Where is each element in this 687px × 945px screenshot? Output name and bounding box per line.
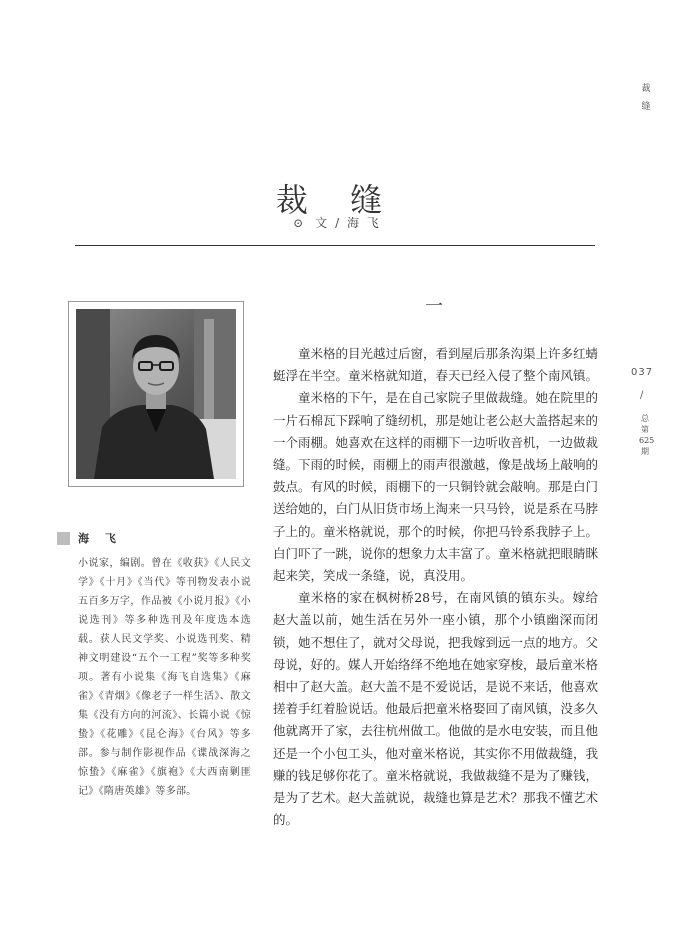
byline bbox=[0, 214, 674, 231]
byline-text: 文 / 海 飞 bbox=[315, 216, 381, 230]
author-bio bbox=[57, 530, 251, 801]
author-photo-frame bbox=[68, 301, 244, 487]
page-number: 037 bbox=[631, 367, 654, 378]
circle-dot-icon: ⊙ bbox=[293, 216, 306, 230]
page-separator: / bbox=[640, 390, 644, 401]
issue-number: 总第625期 bbox=[639, 414, 655, 456]
running-title: 裁缝 bbox=[641, 84, 651, 112]
author-name: 海 飞 bbox=[78, 532, 122, 545]
section-number: 一 bbox=[425, 296, 443, 317]
author-bio-text: 小说家，编剧。曾在《收获》《人民文学》《十月》《当代》等刊物发表小说五百多万字，作品被《小说月报》《小说选刊》等多种选刊及年度选本选载。获人民文学奖、小说选刊奖、精神文明建设“五个一工程”奖等多种奖项。著有小说集《海飞自选集》《麻雀》《青烟》《像老子一样生活》、散文集《没有方向的河流》、长篇小说《惊蛰》《花雕》《昆仑海》《台风》等多部。参与制作影视作品《谍战深海之惊蛰》《麻雀》《旗袍》《大西南剿匪记》《隋唐英雄》等多部。 bbox=[78, 558, 251, 797]
title-divider bbox=[75, 245, 595, 246]
author-portrait-icon bbox=[76, 309, 236, 479]
body-paragraph: 童米格的目光越过后窗，看到屋后那条沟渠上许多红蜻蜓浮在半空。童米格就知道，春天已经入侵了整个南风镇。 bbox=[273, 346, 599, 384]
author-bio-header bbox=[57, 530, 251, 550]
article-body bbox=[273, 343, 598, 831]
square-marker-icon bbox=[57, 532, 70, 545]
body-paragraph: 童米格的家在枫树桥28号，在南风镇的镇东头。嫁给赵大盖以前，她生活在另外一座小镇，那个小镇幽深而闭锁，她不想住了，就对父母说，把我嫁到远一点的地方。父母说，好的。媒人开始络绎不绝地在她家穿梭，最后童米格相中了赵大盖。赵大盖不是不爱说话，是说不来话，他喜欢搓着手红着脸说话。他最后把童米格娶回了南风镇，没多久他就离开了家，去往杭州做工。他做的是水电安装，而且他还是一个小包工头，他对童米格说，其实你不用做裁缝，我赚的钱足够你花了。童米格就说，我做裁缝不是为了赚钱，是为了艺术。赵大盖就说，裁缝也算是艺术？那我不懂艺术的。 bbox=[273, 590, 599, 828]
article-title: 裁 缝 bbox=[275, 181, 399, 220]
body-paragraph: 童米格的下午，是在自己家院子里做裁缝。她在院里的一片石棉瓦下踩响了缝纫机，那是她让老公赵大盖搭起来的一个雨棚。她喜欢在这样的雨棚下一边听收音机，一边做裁缝。下雨的时候，雨棚上的雨声很激越，像是战场上敲响的鼓点。有风的时候，雨棚下的一只铜铃就会敲响。那是白门送给她的，白门从旧货市场上淘来一只马铃，说是系在马脖子上的。童米格就说，那个的时候，你把马铃系我脖子上。白门吓了一跳，说你的想象力太丰富了。童米格就把眼睛眯起来笑，笑成一条缝，说，真没用。 bbox=[273, 390, 599, 584]
